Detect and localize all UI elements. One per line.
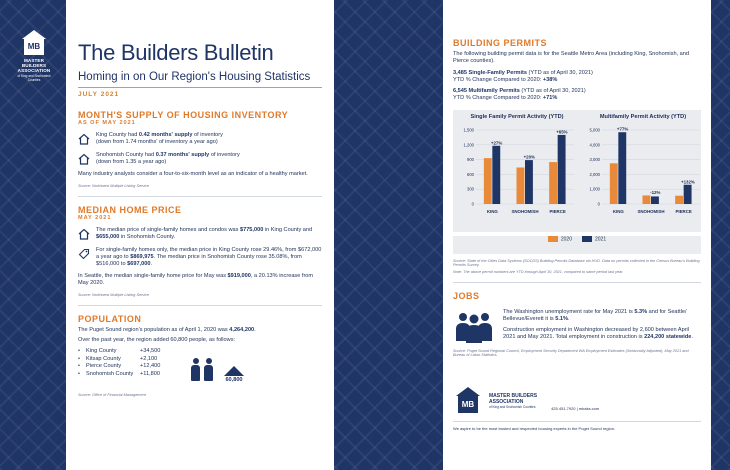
data-label: +77% <box>616 126 629 132</box>
median-p1-post: in Snohomish County. <box>119 234 176 240</box>
jobs-wa-rate: 5.3% <box>634 309 648 315</box>
logo-line2: ASSOCIATION <box>17 68 51 74</box>
jobs-p1-mid: and for Seattle/ Bellevue/Everett it is <box>503 309 687 322</box>
chart-legend <box>453 236 701 242</box>
house-logo-icon: MB <box>453 387 483 415</box>
tag-icon <box>78 248 90 260</box>
workers-icon <box>453 309 495 343</box>
growth-total: 60,800 <box>225 377 243 383</box>
list-item: • Pierce County +12,400 <box>78 363 161 369</box>
data-label: +20% <box>523 154 535 160</box>
supply-source: Source: Northwest Multiple Listing Service <box>78 184 150 188</box>
supply-sno-value: 0.37 months' supply <box>155 152 210 158</box>
people-icon <box>190 358 214 382</box>
median-p1-sno: $655,000 <box>96 234 120 240</box>
population-source: Source: Office of Financial Management <box>78 393 146 397</box>
x-tick-label: PIERCE <box>549 209 566 214</box>
house-logo-icon: MB <box>19 30 49 56</box>
permits-source: Source: State of the Cities Data Systems (SOCDS) Building Permits Database via HUD. Data on permits collected in the Census Bureau's Building Permits Survey. <box>453 259 700 267</box>
permits-mf-change-label: YTD % Change Compared to 2020: <box>453 95 543 101</box>
list-item: • Snohomish County +11,800 <box>78 370 160 377</box>
population-line2: Over the past year, the region added 60,800 people, as follows: <box>78 337 236 343</box>
legend-item-2021: 2021 <box>582 236 606 242</box>
median-p1-pre: The median price of single-family homes and condos was <box>96 227 240 233</box>
median-p2-king: $869,975 <box>130 254 154 260</box>
median-row-2 <box>78 247 322 268</box>
list-item: • Kitsap County +2,100 <box>78 355 158 362</box>
median-date: MAY 2021 <box>78 215 112 221</box>
median-p2-sno: $697,000 <box>127 261 151 267</box>
chart-title: Multifamily Permit Activity (YTD) <box>599 114 687 120</box>
supply-date: AS OF MAY 2021 <box>78 120 136 126</box>
supply-title: MONTH'S SUPPLY OF HOUSING INVENTORY <box>78 110 289 120</box>
data-label: -12% <box>650 189 661 195</box>
page-title: The Builders Bulletin <box>78 40 274 65</box>
y-tick-label: 0 <box>471 201 474 207</box>
median-p1-king: $775,000 <box>239 227 264 233</box>
data-label: +27% <box>490 140 503 146</box>
jobs-p2-post: . <box>691 334 693 340</box>
y-tick-label: 4,000 <box>589 142 600 148</box>
chart-single-family <box>456 114 578 228</box>
footer-line1: MASTER BUILDERS <box>489 393 538 399</box>
x-tick-label: PIERCE <box>675 209 692 214</box>
jobs-metro-rate: 5.1% <box>555 316 568 322</box>
footer-line3: of King and Snohomish Counties <box>489 405 536 409</box>
arrow-up-icon <box>224 366 244 376</box>
y-tick-label: 2,000 <box>589 171 600 177</box>
jobs-source: Source: Puget Sound Regional Council, Employment Security Department WA Employment Estimates (Seasonally Adjusted), May 2021 and Bureau of Labor Statistics. <box>453 349 689 357</box>
bar-2020 <box>610 163 618 204</box>
median-p2-mid: . The median price in Snohomish County rose 35.08%, from $516,000 to <box>96 254 302 267</box>
permits-sf-change: +38% <box>542 77 558 83</box>
population-title: POPULATION <box>78 314 142 324</box>
population-intro-pre: The Puget Sound region's population as of April 1, 2020 was <box>78 327 230 333</box>
house-icon <box>78 133 90 145</box>
supply-king-value: 0.42 months' supply <box>138 132 193 138</box>
bar-2021 <box>651 196 659 204</box>
y-tick-label: 1,200 <box>463 142 474 148</box>
bar-2020 <box>517 167 525 204</box>
supply-king-row <box>78 132 322 146</box>
bar-2020 <box>675 196 683 204</box>
median-p3-pre: In Seattle, the median single-family home price for May was <box>78 273 228 279</box>
y-tick-label: 0 <box>597 201 600 207</box>
y-tick-label: 5,000 <box>589 127 600 133</box>
mba-logo <box>12 30 56 82</box>
jobs-construction-total: 224,200 statewide <box>644 334 692 340</box>
growth-indicator <box>224 366 244 383</box>
supply-king-line2: (down from 1.74 months' of inventory a year ago) <box>96 139 218 145</box>
left-page <box>66 0 334 470</box>
y-tick-label: 600 <box>467 171 474 177</box>
chart-legend-wrap <box>453 236 701 254</box>
supply-sno-line2: (down from 1.35 a year ago) <box>96 159 167 165</box>
median-title: MEDIAN HOME PRICE <box>78 205 182 215</box>
median-p1-mid: in King County and <box>263 227 313 233</box>
jobs-p1-post: . <box>567 316 570 322</box>
bar-2020 <box>549 162 557 204</box>
x-tick-label: KING <box>612 209 624 214</box>
x-tick-label: SNOHOMISH <box>511 209 539 214</box>
footer-contact[interactable]: 425.451.7920 | mbaks.com <box>551 405 600 411</box>
permits-intro: The following building permit data is for the Seattle Metro Area (including King, Snohomish, and Pierce counties). <box>453 51 690 64</box>
divider <box>78 305 322 306</box>
permits-mf-value: 6,545 Multifamily Permits <box>453 88 520 94</box>
supply-sno-pre: Snohomish County had <box>96 152 156 158</box>
chart-svg <box>456 120 578 216</box>
house-icon <box>78 153 90 165</box>
bar-2020 <box>643 195 651 204</box>
y-tick-label: 1,000 <box>589 186 600 192</box>
y-tick-label: 300 <box>467 186 474 192</box>
median-p2-post: . <box>150 261 153 267</box>
permits-charts <box>453 110 701 232</box>
population-block <box>78 344 322 383</box>
jobs-p2 <box>503 327 701 341</box>
footer-logo <box>453 387 701 415</box>
permits-sf-post: (YTD as of April 30, 2021) <box>527 70 593 76</box>
supply-king-pre: King County had <box>96 132 139 138</box>
chart-multifamily <box>582 114 704 228</box>
permits-sf-value: 3,485 Single-Family Permits <box>453 70 527 76</box>
bar-2020 <box>484 158 492 204</box>
supply-note: Many industry analysts consider a four-to-six-month level as an indicator of a healthy market. <box>78 171 308 177</box>
median-p2-pre: For single-family homes only, the median price in King County rose 29.46%, from $672,000 a year ago to <box>96 247 322 260</box>
permits-title: BUILDING PERMITS <box>453 38 548 48</box>
supply-sno-post: of inventory <box>209 152 240 158</box>
population-total-value: 4,264,200 <box>229 327 255 333</box>
footer-motto: We aspire to be the most trusted and respected housing experts in the Puget Sound region. <box>453 421 701 431</box>
divider <box>453 282 701 283</box>
population-intro <box>78 327 322 334</box>
data-label: +65% <box>556 129 568 135</box>
legend-item-2020: 2020 <box>548 236 572 242</box>
population-intro-post: . <box>254 327 256 333</box>
bar-2021 <box>492 146 500 204</box>
bar-2021 <box>618 132 626 204</box>
bar-2021 <box>525 160 533 204</box>
permits-mf-change: +71% <box>542 95 558 101</box>
logo-line3: of King and Snohomish Counties <box>17 73 51 82</box>
supply-king-post: of inventory <box>192 132 223 138</box>
median-p3 <box>78 273 322 287</box>
logo-line1: MASTER BUILDERS <box>21 58 47 69</box>
x-tick-label: SNOHOMISH <box>637 209 665 214</box>
divider <box>78 196 322 197</box>
x-tick-label: KING <box>486 209 498 214</box>
median-p3-value: $919,000 <box>227 273 251 279</box>
y-tick-label: 3,000 <box>589 157 600 163</box>
page-subtitle: Homing in on Our Region's Housing Statistics <box>78 71 322 88</box>
data-label: +132% <box>681 179 695 185</box>
permits-note: Note: The above permit numbers are YTD through April 30, 2021, compared to same period last year. <box>453 270 624 274</box>
house-icon <box>78 228 90 240</box>
median-p3-post: , a 20.13% increase from May 2020. <box>78 273 314 286</box>
median-source: Source: Northwest Multiple Listing Service <box>78 293 150 297</box>
permits-sf-change-label: YTD % Change Compared to 2020: <box>453 77 543 83</box>
y-tick-label: 900 <box>467 157 474 163</box>
jobs-p1 <box>503 309 701 323</box>
bar-2021 <box>558 135 566 204</box>
list-item: • King County +34,500 <box>78 348 161 354</box>
issue-date: JULY 2021 <box>78 91 120 98</box>
jobs-title: JOBS <box>453 291 480 301</box>
right-page <box>443 0 711 470</box>
permits-sf <box>453 70 701 84</box>
chart-title: Single Family Permit Activity (YTD) <box>470 114 564 120</box>
permits-mf <box>453 88 701 102</box>
chart-svg <box>582 120 704 216</box>
supply-snohomish-row <box>78 152 322 166</box>
footer-line2: ASSOCIATION <box>489 399 524 405</box>
median-row-1 <box>78 227 322 241</box>
permits-mf-post: (YTD as of April 30, 2021) <box>519 88 586 94</box>
bar-2021 <box>684 185 692 204</box>
jobs-p2-pre: Construction employment in Washington decreased by 2,600 between April 2021 and May 2021. Total employment in construction is <box>503 327 690 340</box>
population-list <box>78 348 176 378</box>
jobs-p1-pre: The Washington unemployment rate for May 2021 is <box>503 309 635 315</box>
y-tick-label: 1,500 <box>463 127 474 133</box>
jobs-row <box>453 309 701 343</box>
